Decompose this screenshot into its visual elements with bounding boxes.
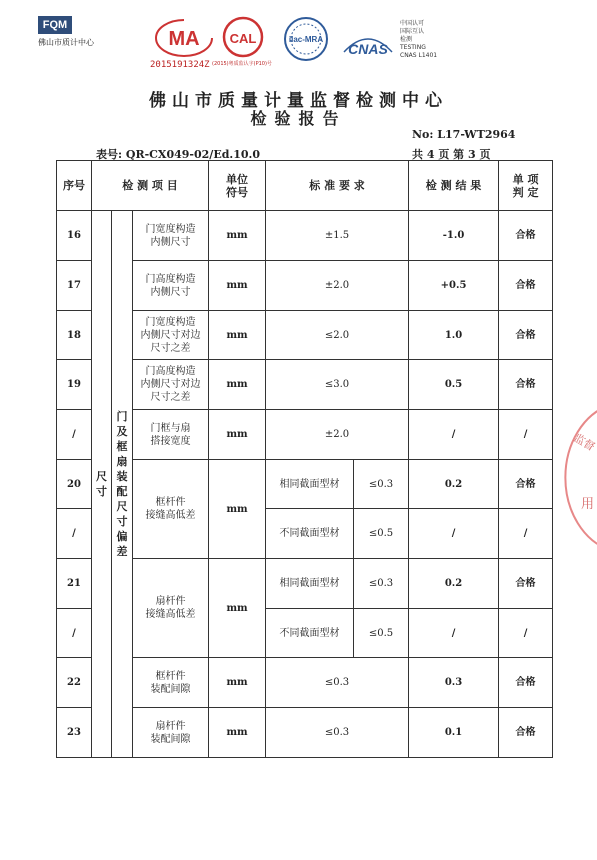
standard-cell: ≤0.5 (354, 509, 409, 559)
result-cell: +0.5 (409, 261, 499, 311)
sub-condition-cell: 不同截面型材 (266, 509, 354, 559)
cnas-line: 检测 (400, 36, 413, 43)
unit-cell: mm (209, 460, 266, 559)
result-cell: -1.0 (409, 211, 499, 261)
result-cell: 0.3 (409, 658, 499, 708)
header-item: 检 测 项 目 (92, 161, 209, 211)
unit-cell: mm (209, 658, 266, 708)
cnas-logo-text: CNAS (348, 41, 388, 57)
cnas-text (400, 20, 437, 60)
unit-cell: mm (209, 211, 266, 261)
standard-cell: ≤0.3 (266, 708, 409, 758)
header-judgement: 单 项 判 定 (499, 161, 553, 211)
seq-cell: / (57, 509, 92, 559)
cnas-line: CNAS L1401 (400, 52, 438, 59)
cal-caption: (2015)粤质监认字(P10)号 (212, 61, 272, 67)
judgement-cell: 合格 (499, 311, 553, 360)
standard-cell: ≤0.3 (266, 658, 409, 708)
standard-cell: ≤0.5 (354, 609, 409, 658)
item-cell: 框杆件 接缝高低差 (133, 460, 209, 559)
seq-cell: 18 (57, 311, 92, 360)
table-header-row (57, 161, 553, 211)
unit-cell: mm (209, 311, 266, 360)
judgement-cell: 合格 (499, 261, 553, 311)
result-cell: / (409, 509, 499, 559)
red-seal-stamp (555, 400, 597, 560)
seq-cell: 19 (57, 360, 92, 410)
judgement-cell: 合格 (499, 360, 553, 410)
cal-logo-text: CAL (229, 31, 257, 46)
group-inner-label: 门 及 框 扇 装 配 尺 寸 偏 差 (116, 410, 128, 558)
group-outer-label: 尺 寸 (96, 470, 107, 498)
item-cell: 门宽度构造 内侧尺寸对边 尺寸之差 (133, 311, 209, 360)
cma-logo (154, 18, 214, 58)
table-row (57, 211, 553, 261)
judgement-cell: / (499, 410, 553, 460)
item-cell: 框杆件 装配间隙 (133, 658, 209, 708)
stamp-text-2: 用 (581, 497, 595, 512)
inspection-table (56, 160, 553, 758)
item-cell: 门宽度构造 内侧尺寸 (133, 211, 209, 261)
fqm-logo-mark: FQM (38, 16, 72, 34)
result-cell: 0.5 (409, 360, 499, 410)
result-cell: 1.0 (409, 311, 499, 360)
unit-cell: mm (209, 261, 266, 311)
seq-cell: 21 (57, 559, 92, 609)
cal-logo (222, 16, 264, 58)
cnas-logo (340, 32, 396, 58)
seq-cell: 23 (57, 708, 92, 758)
group-outer-cell (92, 211, 112, 758)
item-cell: 扇杆件 接缝高低差 (133, 559, 209, 658)
group-inner-cell (112, 211, 133, 758)
judgement-cell: 合格 (499, 708, 553, 758)
standard-cell: ≤3.0 (266, 360, 409, 410)
document-subtitle: 检验报告 (250, 109, 347, 128)
judgement-cell: / (499, 509, 553, 559)
sub-condition-cell: 相同截面型材 (266, 460, 354, 509)
result-cell: 0.2 (409, 559, 499, 609)
document-title: 佛山市质量计量监督检测中心 (149, 91, 448, 111)
seq-cell: / (57, 410, 92, 460)
page-count: 共 4 页 第 3 页 (412, 148, 491, 161)
header-unit: 单位 符号 (209, 161, 266, 211)
seq-cell: 17 (57, 261, 92, 311)
judgement-cell: 合格 (499, 559, 553, 609)
item-cell: 门高度构造 内侧尺寸对边 尺寸之差 (133, 360, 209, 410)
item-cell: 门框与扇 搭接宽度 (133, 410, 209, 460)
cnas-line: 国际互认 (400, 28, 425, 35)
standard-cell: ≤2.0 (266, 311, 409, 360)
ilac-logo-text: ilac-MRA (288, 35, 324, 44)
report-number: No: L17-WT2964 (412, 128, 516, 141)
sub-condition-cell: 不同截面型材 (266, 609, 354, 658)
unit-cell: mm (209, 360, 266, 410)
standard-cell: ±1.5 (266, 211, 409, 261)
header-logos (0, 10, 597, 72)
judgement-cell: 合格 (499, 211, 553, 261)
cnas-line: TESTING (400, 44, 426, 51)
sub-condition-cell: 相同截面型材 (266, 559, 354, 609)
judgement-cell: 合格 (499, 658, 553, 708)
stamp-text-1: 监督 (571, 431, 597, 454)
header-result: 检 测 结 果 (409, 161, 499, 211)
item-cell: 扇杆件 装配间隙 (133, 708, 209, 758)
seq-cell: 20 (57, 460, 92, 509)
standard-cell: ≤0.3 (354, 559, 409, 609)
judgement-cell: 合格 (499, 460, 553, 509)
fqm-caption: 佛山市质计中心 (38, 38, 94, 47)
judgement-cell: / (499, 609, 553, 658)
unit-cell: mm (209, 708, 266, 758)
seq-cell: 22 (57, 658, 92, 708)
ma-logo-text: MA (168, 28, 200, 50)
result-cell: 0.1 (409, 708, 499, 758)
unit-cell: mm (209, 559, 266, 658)
header-standard: 标 准 要 求 (266, 161, 409, 211)
standard-cell: ±2.0 (266, 261, 409, 311)
result-cell: / (409, 609, 499, 658)
form-number: 表号: QR-CX049-02/Ed.10.0 (96, 148, 261, 161)
fqm-logo (38, 16, 94, 48)
seq-cell: 16 (57, 211, 92, 261)
ma-number: 2015191324Z (150, 60, 210, 70)
standard-cell: ±2.0 (266, 410, 409, 460)
result-cell: 0.2 (409, 460, 499, 509)
header-seq: 序号 (57, 161, 92, 211)
item-cell: 门高度构造 内侧尺寸 (133, 261, 209, 311)
ilac-mra-logo (283, 16, 329, 62)
unit-cell: mm (209, 410, 266, 460)
result-cell: / (409, 410, 499, 460)
seq-cell: / (57, 609, 92, 658)
standard-cell: ≤0.3 (354, 460, 409, 509)
cnas-line: 中国认可 (400, 20, 425, 27)
